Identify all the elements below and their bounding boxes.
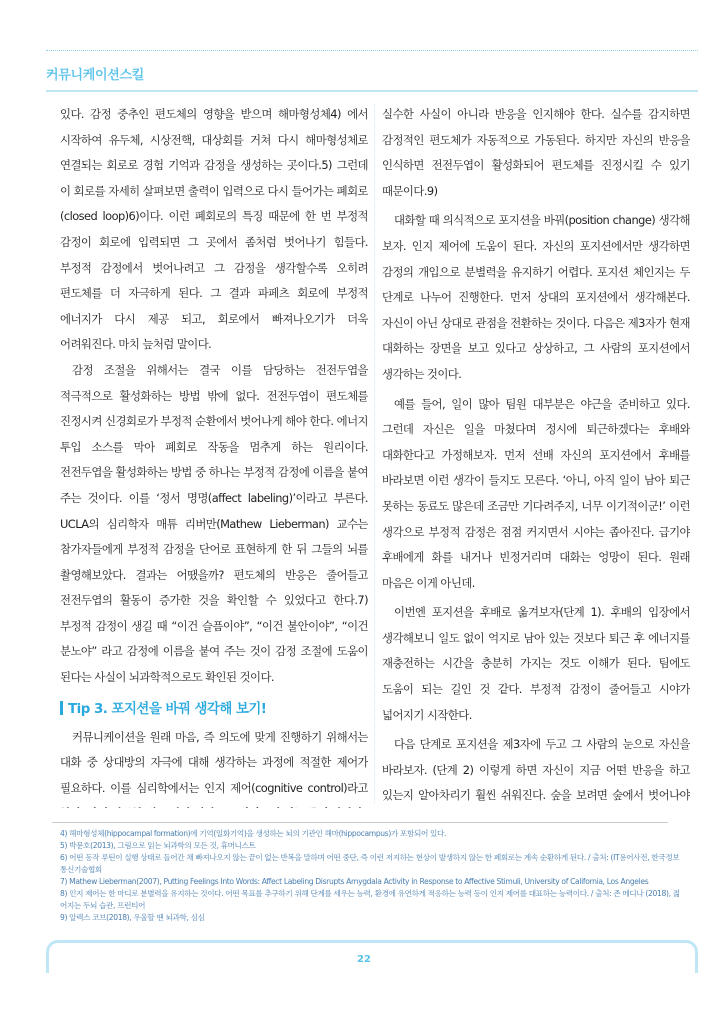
right-column — [382, 102, 690, 808]
tip-accent-bar — [60, 701, 63, 715]
tip-heading — [60, 698, 368, 722]
footnote-8: 8) 인지 제어는 한 마디로 분별력을 유지하는 것이다. 어떤 목표를 추구하기 위해 단계를 세우는 능력, 환경에 유연하게 적응하는 능력 등이 인지 제어를 대표하는 능력이다. / 출처: 존 메디나 (2018), 젊어지는 두뇌 습관, 프런티어 — [60, 889, 680, 910]
header-rule — [46, 90, 698, 92]
left-paragraph-3: 커뮤니케이션을 원래 마음, 즉 의도에 맞게 진행하기 위해서는 대화 중 상대방의 자극에 대해 생각하는 과정에 적절한 제어가 필요하다. 이를 심리학에서는 인지 제어(cognitive control)라고 — [60, 729, 368, 795]
left-paragraph-1: 있다. 감정 중추인 편도체의 영향을 받으며 해마형성체4) 에서 시작하여 유두체, 시상전핵, 대상회를 거쳐 다시 해마형성체로 연결되는 회로로 경험 기억과 감정을 생성하는 곳이다.5) 그런데 이 회로를 자세히 살펴보면 출력이 입력으로 다시 들어가는 폐회로(closed loop)6)이다. 이런 폐회로의 특징 때문에 한 번 부정적 감정이 회로에 입력되면 그 곳에서 좀처럼 벗어나기 힘들다. 부정적 감정에서 벗어나려고 그 감정을 생각할수록 오히려 편도체를 더 자극하게 된다. 그 결과 파페츠 회로에 부정적 에너지가 다시 제공 되고, 회로에서 빠져나오기가 더욱 어려워진다. 마치 늪처럼 말이다. — [60, 107, 368, 352]
page-number: 22 — [357, 954, 371, 965]
right-paragraph-5: 다음 단계로 포지션을 제3자에 두고 그 사람의 눈으로 자신을 바라보자. (단계 2) 이렇게 하면 자신이 지금 어떤 반응을 하고 있는지 알아차리기 훨씬 쉬워진다. 숲을 보려면 숲에서 벗어나야 — [382, 737, 690, 803]
header-dotted-line — [46, 50, 698, 51]
left-column — [60, 102, 368, 808]
footnote-9: 9) 알렉스 코브(2018), 우울할 땐 뇌과학, 심심 — [60, 913, 205, 922]
footnote-5: 5) 박문호(2013), 그림으로 읽는 뇌과학의 모든 것, 휴머니스트 — [60, 841, 256, 850]
left-paragraph-2: 감정 조절을 위해서는 결국 이를 담당하는 전전두엽을 적극적으로 활성화하는 방법 밖에 없다. 전전두엽이 편도체를 진정시켜 신경회로가 부정적 순환에서 벗어나게 해야 한다. 에너지 투입 소스를 막아 폐회로 작동을 멈추게 하는 원리이다. 전전두엽을 활성화하는 방법 중 하나는 부정적 감정에 이름을 붙여 주는 것이다. 이를 ‘정서 명명(affect labeling)’이라고 부른다. UCLA의 심리학자 매튜 리버만(Mathew Lieberman) 교수는 참가자들에게 부정적 감정을 단어로 표현하게 한 뒤 그들의 뇌를 촬영해보았다. 결과는 어땠을까? 편도체의 반응은 줄어들고 전전두엽의 활동이 증가한 것을 확인할 수 있었다고 한다.7) 부정적 감정이 생길 때 “이건 슬픔이야”, “이건 불안이야”, “이건 분노야” 라고 감정에 이름을 붙여 주는 것이 감정 조절에 도움이 된다는 사실이 뇌과학적으로도 확인된 것이다. — [60, 362, 368, 685]
column-divider — [374, 104, 375, 804]
footnote-6: 6) 어떤 동작 루틴이 실행 상태로 들어간 채 빠져나오지 않는 끝이 없는 반복을 말하며 어떤 중단, 즉 이런 저지하는 현상이 발생하지 않는 한 폐회로는 계속 순환하게 된다. / 출처: (IT용어사전, 한국정보통신기술협회 — [60, 853, 680, 874]
tip-title: Tip 3. 포지션을 바꿔 생각해 보기! — [68, 701, 267, 717]
right-paragraph-3: 예를 들어, 일이 많아 팀원 대부분은 야근을 준비하고 있다. 그런데 자신은 일을 마쳤다며 정시에 퇴근하겠다는 후배와 대화한다고 가정해보자. 먼저 선배 자신의 포지션에서 후배를 바라보면 이런 생각이 들지도 모른다. ‘아니, 아직 일이 남아 퇴근 못하는 동료도 많은데 조금만 기다려주지, 너무 이기적이군!’ 이런 생각으로 부정적 감정은 점점 커지면서 시야는 좁아진다. 급기야 후배에게 화를 내거나 빈정거리며 대화는 엉망이 된다. 원래 마음은 이게 아닌데. — [382, 396, 690, 590]
right-paragraph-4: 이번엔 포지션을 후배로 옮겨보자(단계 1). 후배의 입장에서 생각해보니 일도 없이 억지로 남아 있는 것보다 퇴근 후 에너지를 재충전하는 시간을 충분히 가지는 것도 이해가 된다. 팀에도 도움이 되는 길인 것 같다. 부정적 감정이 줄어들고 시야가 넓어지기 시작한다. — [382, 605, 690, 722]
footnote-4: 4) 해마형성체(hippocampal formation)에 기억(일화기억)을 생성하는 뇌의 기관인 해마(hippocampus)가 포함되어 있다. — [60, 829, 447, 838]
running-header: 커뮤니케이션스킬 — [46, 68, 145, 83]
right-paragraph-1: 실수한 사실이 아니라 반응을 인지해야 한다. 실수를 감지하면 감정적인 편도체가 자동적으로 가동된다. 하지만 자신의 반응을 인식하면 전전두엽이 활성화되어 편도체를 진정시킬 수 있기 때문이다.9) — [382, 107, 690, 198]
footnote-rule — [52, 822, 668, 823]
right-paragraph-2: 대화할 때 의식적으로 포지션을 바꿔(position change) 생각해 보자. 인지 제어에 도움이 된다. 자신의 포지션에서만 생각하면 감정의 개입으로 분별력을 유지하기 어렵다. 포지션 체인지는 두 단계로 나누어 진행한다. 먼저 상대의 포지션에서 생각해본다. 자신이 아닌 상대로 관점을 전환하는 것이다. 다음은 제3자가 현재 대화하는 장면을 보고 있다고 상상하고, 그 사람의 포지션에서 생각하는 것이다. — [382, 213, 690, 381]
footnote-7: 7) Mathew Lieberman(2007), Putting Feelings Into Words: Affect Labeling Disrupts Amygdala Activity in Response to Affective Stimuli, University of California, Los Angeles — [60, 877, 649, 886]
footnotes — [60, 828, 680, 924]
